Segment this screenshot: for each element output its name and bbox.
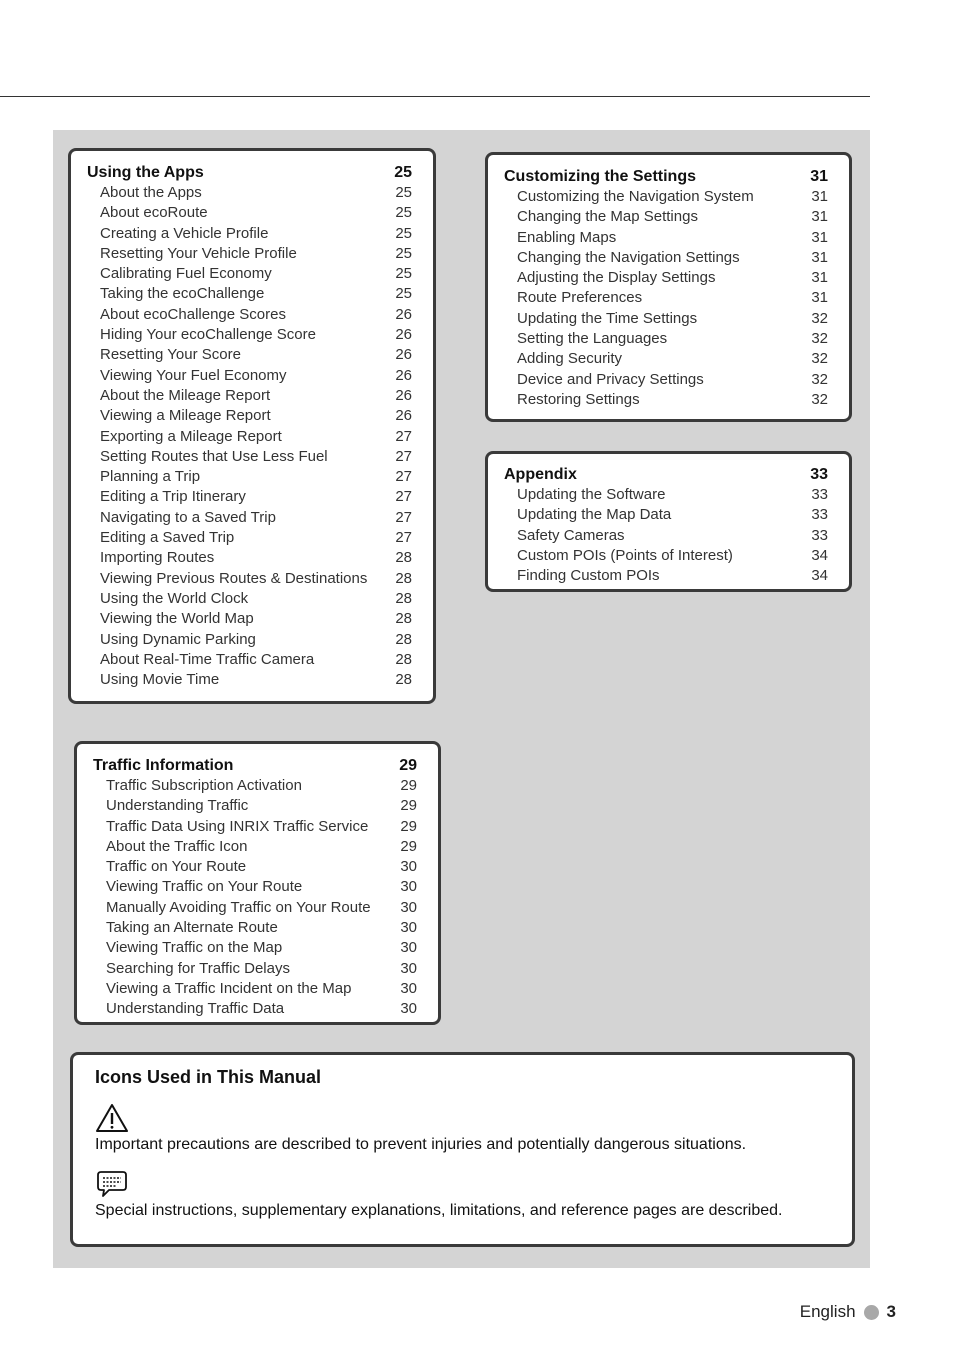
toc-entry-page: 30 [400, 878, 417, 896]
toc-entry[interactable] [87, 548, 412, 568]
toc-entry[interactable] [87, 284, 412, 304]
toc-entry-page: 31 [811, 289, 828, 307]
toc-entry-page: 30 [400, 858, 417, 876]
toc-entry-page: 33 [811, 506, 828, 524]
toc-entry[interactable] [93, 796, 417, 816]
toc-entry-page: 25 [395, 285, 412, 303]
toc-entry-page: 31 [811, 228, 828, 246]
toc-entry-label: Viewing a Mileage Report [100, 407, 271, 425]
toc-entry-page: 30 [400, 898, 417, 916]
section-title: Traffic Information [93, 757, 234, 774]
toc-entry-label: Traffic Data Using INRIX Traffic Service [106, 817, 369, 835]
toc-entry[interactable] [87, 650, 412, 670]
toc-entry-page: 26 [395, 386, 412, 404]
toc-entry-page: 29 [400, 797, 417, 815]
toc-entry-label: Viewing Traffic on Your Route [106, 878, 303, 896]
toc-entry-page: 28 [395, 549, 412, 567]
toc-entry-page: 25 [395, 265, 412, 283]
toc-entry-page: 25 [395, 184, 412, 201]
toc-entry-label: Customizing the Navigation System [517, 188, 754, 205]
toc-section-apps [68, 148, 436, 704]
toc-entry-label: Editing a Trip Itinerary [100, 488, 246, 506]
toc-entry-label: Searching for Traffic Delays [106, 959, 290, 977]
toc-entry-page: 28 [395, 589, 412, 607]
toc-entry[interactable] [93, 938, 417, 958]
toc-entry-page: 30 [400, 959, 417, 977]
footer-dot-icon [864, 1305, 879, 1320]
toc-entry-label: Route Preferences [517, 289, 643, 307]
toc-entry-label: Planning a Trip [100, 468, 201, 486]
toc-entry-label: Adding Security [517, 350, 623, 368]
toc-entry-label: About the Mileage Report [100, 386, 271, 404]
toc-entry-label: Finding Custom POIs [517, 567, 660, 585]
toc-entry-page: 28 [395, 630, 412, 648]
toc-entry-page: 28 [395, 610, 412, 628]
toc-entry-label: About the Apps [100, 184, 202, 201]
section-title: Using the Apps [87, 164, 204, 181]
toc-entry-label: Taking an Alternate Route [106, 919, 278, 937]
toc-entry-page: 27 [395, 427, 412, 445]
toc-entry[interactable] [93, 898, 417, 918]
toc-entry[interactable] [93, 837, 417, 857]
toc-entry-label: Using Movie Time [100, 671, 220, 689]
page-footer [800, 1302, 896, 1322]
toc-entry-label: Editing a Saved Trip [100, 529, 235, 547]
section-heading[interactable] [504, 167, 828, 187]
toc-entry[interactable] [504, 349, 828, 369]
toc-entry[interactable] [504, 187, 828, 207]
toc-entry-label: About ecoRoute [100, 204, 208, 222]
toc-entry-page: 29 [400, 817, 417, 835]
toc-entry[interactable] [87, 244, 412, 264]
toc-entry-label: Calibrating Fuel Economy [100, 265, 272, 283]
toc-entry-label: Adjusting the Display Settings [517, 269, 716, 287]
toc-entry-label: Using Dynamic Parking [100, 630, 256, 648]
toc-entry[interactable] [87, 345, 412, 365]
toc-entry[interactable] [87, 325, 412, 345]
toc-entry-page: 26 [395, 407, 412, 425]
toc-entry[interactable] [87, 487, 412, 507]
toc-entry-page: 27 [395, 468, 412, 486]
toc-entry[interactable] [504, 370, 828, 390]
toc-entry[interactable] [93, 979, 417, 999]
toc-entry-page: 26 [395, 346, 412, 364]
toc-entry-page: 26 [395, 366, 412, 384]
toc-entry-label: Navigating to a Saved Trip [100, 508, 276, 526]
toc-entry[interactable] [504, 485, 828, 505]
toc-entry-page: 26 [395, 326, 412, 344]
toc-entry-label: About ecoChallenge Scores [100, 305, 286, 323]
page-number: 3 [886, 1302, 896, 1321]
toc-entry-label: Safety Cameras [517, 526, 625, 544]
toc-entry[interactable] [93, 999, 417, 1019]
toc-entry-page: 30 [400, 939, 417, 957]
toc-entry[interactable] [87, 467, 412, 487]
toc-entry-label: Importing Routes [100, 549, 215, 567]
toc-entry-label: Understanding Traffic Data [106, 1000, 285, 1018]
toc-entry[interactable] [87, 427, 412, 447]
toc-entry-label: Enabling Maps [517, 228, 617, 246]
toc-entry[interactable] [87, 366, 412, 386]
toc-entry-label: Viewing Traffic on the Map [106, 939, 283, 957]
toc-entry-page: 26 [395, 305, 412, 323]
toc-entry-label: Updating the Software [517, 486, 666, 503]
toc-entry[interactable] [504, 288, 828, 308]
toc-entry-page: 32 [811, 390, 828, 408]
toc-entry[interactable] [87, 508, 412, 528]
toc-entry-label: Setting Routes that Use Less Fuel [100, 447, 328, 465]
toc-entry-page: 25 [395, 204, 412, 222]
toc-entry-label: Changing the Map Settings [517, 208, 698, 226]
toc-entry-page: 28 [395, 569, 412, 587]
toc-entry[interactable] [504, 309, 828, 329]
toc-section-appendix [485, 451, 852, 592]
toc-entry-label: Understanding Traffic [106, 797, 249, 815]
toc-entry-page: 33 [811, 486, 828, 503]
toc-entry[interactable] [504, 268, 828, 288]
toc-section-traffic [74, 741, 441, 1025]
toc-entry[interactable] [504, 207, 828, 227]
toc-entry-page: 30 [400, 919, 417, 937]
toc-entry[interactable] [504, 248, 828, 268]
section-page: 29 [399, 757, 417, 774]
toc-entry-label: Updating the Map Data [517, 506, 672, 524]
toc-entry[interactable] [93, 918, 417, 938]
toc-entry-label: Resetting Your Score [100, 346, 241, 364]
section-page: 25 [394, 164, 412, 181]
section-heading[interactable] [504, 465, 828, 485]
icons-legend-box [70, 1052, 855, 1247]
section-page: 31 [810, 168, 828, 185]
toc-entry-label: Restoring Settings [517, 390, 640, 408]
toc-entry-page: 31 [811, 188, 828, 205]
toc-entry-label: Viewing Previous Routes & Destinations [100, 569, 368, 587]
speech-bubble-note-icon [95, 1169, 129, 1199]
footer-language: English [799, 1302, 856, 1321]
toc-entry-page: 29 [400, 837, 417, 855]
note-description: Special instructions, supplementary explanations, limitations, and reference pages are described. [95, 1202, 783, 1219]
toc-entry[interactable] [87, 609, 412, 629]
toc-entry-page: 33 [811, 526, 828, 544]
toc-entry-page: 27 [395, 529, 412, 547]
toc-entry[interactable] [504, 390, 828, 410]
toc-entry[interactable] [504, 566, 828, 586]
toc-entry-page: 27 [395, 488, 412, 506]
section-title: Appendix [504, 466, 577, 483]
toc-entry[interactable] [93, 959, 417, 979]
toc-entry-label: Resetting Your Vehicle Profile [100, 244, 297, 262]
section-title: Customizing the Settings [504, 168, 696, 185]
toc-entry-page: 32 [811, 309, 828, 327]
toc-entry-label: Viewing Your Fuel Economy [100, 366, 287, 384]
toc-entry[interactable] [504, 505, 828, 525]
toc-entry-label: Setting the Languages [517, 330, 668, 348]
toc-entry[interactable] [87, 569, 412, 589]
toc-entry-label: Using the World Clock [100, 589, 249, 607]
toc-entry-label: Traffic on Your Route [106, 858, 247, 876]
toc-entry[interactable] [87, 447, 412, 467]
toc-entry-label: Taking the ecoChallenge [100, 285, 265, 303]
toc-entry[interactable] [93, 877, 417, 897]
toc-entry-page: 32 [811, 330, 828, 348]
toc-entry-page: 31 [811, 208, 828, 226]
toc-entry[interactable] [93, 817, 417, 837]
toc-entry[interactable] [93, 776, 417, 796]
toc-entry-page: 28 [395, 650, 412, 668]
toc-entry-label: Viewing a Traffic Incident on the Map [106, 979, 352, 997]
toc-entry-label: Exporting a Mileage Report [100, 427, 282, 445]
toc-section-settings [485, 152, 852, 422]
toc-entry[interactable] [93, 857, 417, 877]
toc-entry-page: 27 [395, 508, 412, 526]
toc-entry[interactable] [87, 203, 412, 223]
toc-entry[interactable] [87, 264, 412, 284]
toc-entry-page: 28 [395, 671, 412, 689]
toc-entry-label: About the Traffic Icon [106, 837, 248, 855]
toc-entry-page: 31 [811, 269, 828, 287]
toc-entry[interactable] [87, 589, 412, 609]
toc-entry-label: Creating a Vehicle Profile [100, 224, 269, 242]
icons-legend-title: Icons Used in This Manual [95, 1067, 322, 1087]
toc-entry[interactable] [504, 526, 828, 546]
toc-entry-page: 25 [395, 244, 412, 262]
warning-description: Important precautions are described to prevent injuries and potentially dangerous situations. [95, 1136, 747, 1153]
toc-entry-label: Hiding Your ecoChallenge Score [100, 326, 316, 344]
toc-entry-page: 30 [400, 979, 417, 997]
toc-entry[interactable] [87, 630, 412, 650]
toc-entry-page: 34 [811, 546, 828, 564]
section-page: 33 [810, 466, 828, 483]
toc-entry-page: 34 [811, 567, 828, 585]
toc-entry-page: 25 [395, 224, 412, 242]
toc-entry-label: Changing the Navigation Settings [517, 248, 740, 266]
top-rule [0, 96, 870, 97]
toc-entry-label: Manually Avoiding Traffic on Your Route [106, 898, 371, 916]
warning-entry [95, 1103, 830, 1155]
toc-entry[interactable] [87, 224, 412, 244]
toc-entry-label: Viewing the World Map [100, 610, 254, 628]
toc-entry[interactable] [87, 305, 412, 325]
toc-entry[interactable] [87, 528, 412, 548]
note-entry [95, 1169, 830, 1221]
toc-entry-page: 32 [811, 350, 828, 368]
toc-entry[interactable] [87, 406, 412, 426]
section-heading[interactable] [87, 163, 412, 183]
toc-entry[interactable] [504, 546, 828, 566]
toc-entry[interactable] [504, 329, 828, 349]
toc-entry-page: 31 [811, 248, 828, 266]
section-heading[interactable] [93, 756, 417, 776]
toc-entry[interactable] [87, 670, 412, 690]
toc-entry[interactable] [504, 228, 828, 248]
toc-entry-label: About Real-Time Traffic Camera [100, 650, 315, 668]
toc-entry[interactable] [87, 183, 412, 203]
toc-entry-page: 27 [395, 447, 412, 465]
toc-entry-page: 30 [400, 1000, 417, 1018]
toc-entry-label: Traffic Subscription Activation [106, 777, 302, 794]
warning-triangle-icon [95, 1103, 129, 1133]
toc-entry[interactable] [87, 386, 412, 406]
toc-entry-page: 29 [400, 777, 417, 794]
toc-entry-label: Device and Privacy Settings [517, 370, 704, 388]
toc-entry-page: 32 [811, 370, 828, 388]
toc-entry-label: Custom POIs (Points of Interest) [517, 546, 733, 564]
toc-entry-label: Updating the Time Settings [517, 309, 698, 327]
